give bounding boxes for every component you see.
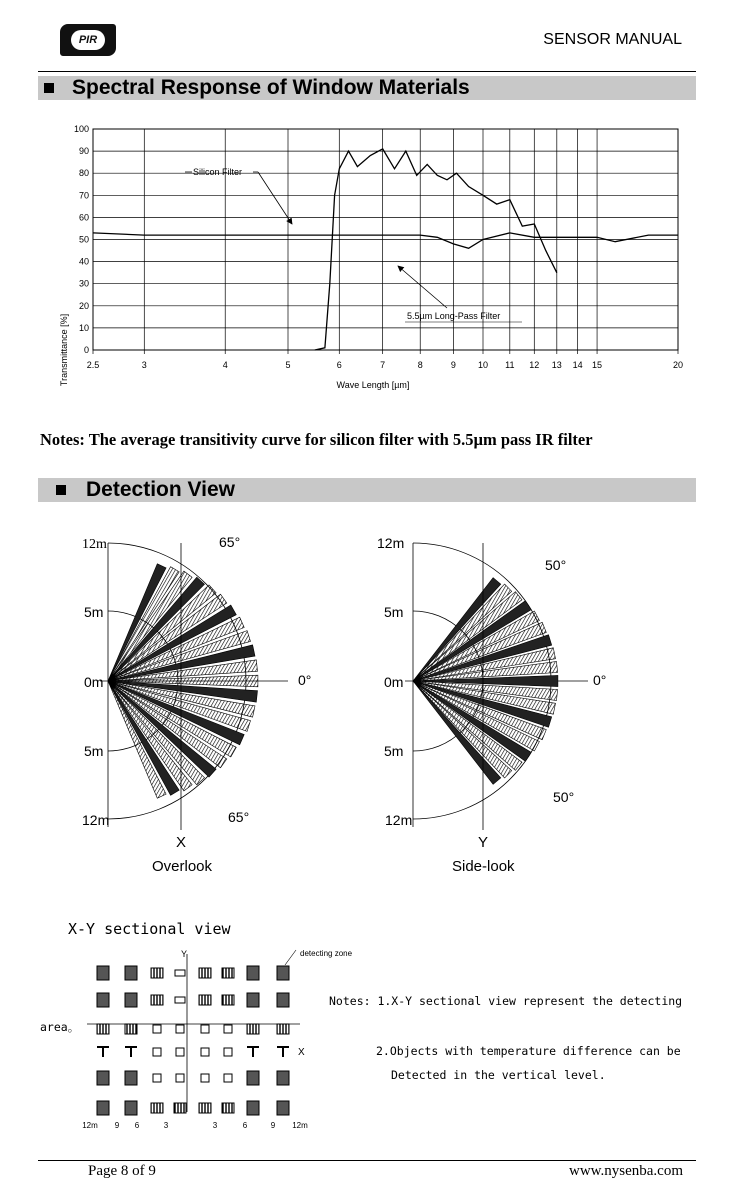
xy-zone-slot xyxy=(175,970,185,976)
xy-zone-dense xyxy=(125,1101,137,1115)
sidelook-axis-y: Y xyxy=(478,834,489,851)
xy-zone-dense xyxy=(125,993,137,1007)
sidelook-angle-top: 50° xyxy=(545,557,567,573)
xy-zone-small xyxy=(176,1074,184,1082)
chart-x-tick: 3 xyxy=(141,360,147,370)
chart-x-tick: 2.5 xyxy=(86,360,100,370)
header-rule xyxy=(38,71,696,72)
overlook-caption: Overlook xyxy=(152,858,213,875)
sidelook-label-0m: 0m xyxy=(384,674,404,690)
xy-zone-dense xyxy=(97,966,109,980)
xy-zone-bars xyxy=(247,1024,259,1034)
overlook-label-5m-bottom: 5m xyxy=(84,743,104,759)
xy-zone-small xyxy=(201,1048,209,1056)
chart-y-label: Transmittance [%] xyxy=(59,313,69,387)
xy-zone-dense xyxy=(247,966,259,980)
sidelook-label-12m-bottom: 12m xyxy=(385,812,413,828)
chart-x-ticks xyxy=(87,360,683,370)
xy-zone-small xyxy=(153,1025,161,1033)
xy-zone-dense xyxy=(97,1071,109,1085)
chart-y-tick: 10 xyxy=(78,322,89,333)
xy-zone-bars xyxy=(199,1103,211,1113)
annotation-silicon-filter: Silicon Filter xyxy=(193,167,243,177)
xy-x-tick: 9 xyxy=(114,1121,120,1130)
xy-zone-dense xyxy=(247,993,259,1007)
xy-zone-dense xyxy=(277,993,289,1007)
sidelook-caption: Side-look xyxy=(452,858,515,875)
xy-zone-small xyxy=(201,1025,209,1033)
xy-x-tick: 12m xyxy=(292,1121,308,1130)
xy-x-tick: 3 xyxy=(212,1121,218,1130)
chart-grid xyxy=(93,129,678,354)
chart-y-tick: 40 xyxy=(78,256,89,267)
overlook-angle-bottom: 65° xyxy=(228,809,250,825)
chart-y-tick: 60 xyxy=(78,212,89,223)
chart-y-tick: 20 xyxy=(78,300,89,311)
xy-zone-bars xyxy=(277,1024,289,1034)
chart-y-tick: 100 xyxy=(73,124,89,134)
xy-zone-bars xyxy=(199,968,211,978)
document-title: SENSOR MANUAL xyxy=(543,31,682,48)
xy-view-title: X-Y sectional view xyxy=(68,920,231,938)
spectral-chart xyxy=(0,110,735,400)
chart-y-tick: 90 xyxy=(78,146,89,157)
chart-y-tick: 30 xyxy=(78,278,89,289)
detecting-zone-label: detecting zone xyxy=(300,949,353,958)
xy-note-line3: 2.Objects with temperature difference can be xyxy=(376,1044,681,1058)
chart-x-tick: 12 xyxy=(529,360,540,370)
xy-zone-bars xyxy=(151,968,163,978)
annotation-longpass-filter: 5.5µm Long-Pass Filter xyxy=(407,311,501,321)
longpass-annotation xyxy=(398,266,522,322)
xy-zone-bars xyxy=(97,1024,109,1034)
xy-zone-dense xyxy=(277,1071,289,1085)
xy-x-tick: 12m xyxy=(82,1121,98,1130)
footer-url: www.nysenba.com xyxy=(568,1163,683,1179)
xy-zone-tee xyxy=(97,1047,109,1057)
xy-zone-small xyxy=(176,1025,184,1033)
section-heading-text: Spectral Response of Window Materials xyxy=(72,76,470,99)
xy-y-label: Y xyxy=(181,949,188,959)
chart-x-tick: 14 xyxy=(572,360,583,370)
xy-zone-dense xyxy=(247,1101,259,1115)
pir-logo xyxy=(60,24,116,56)
xy-zone-dense xyxy=(277,966,289,980)
sidelook-label-5m-top: 5m xyxy=(384,604,404,620)
notes-spectral: Notes: The average transitivity curve for silicon filter with 5.5µm pass IR filter xyxy=(40,430,593,449)
chart-y-tick: 70 xyxy=(78,190,89,201)
xy-zone-small xyxy=(153,1074,161,1082)
overlook-axis-x: X xyxy=(176,834,187,851)
chart-y-tick: 50 xyxy=(78,234,89,245)
xy-note-line4: Detected in the vertical level. xyxy=(391,1068,606,1082)
chart-y-tick: 80 xyxy=(78,168,89,179)
xy-note-line2: area。 xyxy=(40,1020,80,1034)
xy-x-ticks xyxy=(82,1121,308,1130)
chart-y-ticks xyxy=(74,124,89,355)
section-heading-text: Detection View xyxy=(86,478,235,501)
xy-zone-bars xyxy=(151,995,163,1005)
xy-zone-dense xyxy=(277,1101,289,1115)
chart-x-tick: 11 xyxy=(505,360,515,370)
xy-x-label: X xyxy=(298,1047,305,1058)
xy-zone-dense xyxy=(97,993,109,1007)
xy-x-tick: 6 xyxy=(242,1121,248,1130)
bullet-square-icon xyxy=(44,83,54,93)
sidelook-diagram xyxy=(405,543,588,830)
chart-series-line-0 xyxy=(93,233,678,248)
chart-x-label: Wave Length [µm] xyxy=(336,380,410,390)
xy-x-tick: 6 xyxy=(134,1121,140,1130)
overlook-diagram xyxy=(100,543,288,830)
chart-x-tick: 7 xyxy=(380,360,386,370)
overlook-angle-top: 65° xyxy=(219,534,241,550)
page-number: Page 8 of 9 xyxy=(88,1163,156,1179)
chart-x-tick: 20 xyxy=(672,360,684,370)
xy-zone-tee xyxy=(125,1047,137,1057)
xy-zone-dense xyxy=(97,1101,109,1115)
xy-zone-bars xyxy=(222,968,234,978)
chart-x-tick: 6 xyxy=(336,360,342,370)
xy-zone-grid xyxy=(97,966,289,1115)
overlook-label-12m-bottom: 12m xyxy=(82,812,110,828)
xy-zone-tee xyxy=(247,1047,259,1057)
section-heading-spectral xyxy=(38,76,696,100)
overlook-label-12m-top: 12m xyxy=(82,537,107,552)
sidelook-label-12m-top: 12m xyxy=(377,535,405,551)
xy-note-line1: Notes: 1.X-Y sectional view represent the detecting xyxy=(329,994,683,1008)
xy-x-tick: 3 xyxy=(163,1121,169,1130)
chart-x-tick: 13 xyxy=(551,360,562,370)
sidelook-angle-bottom: 50° xyxy=(553,789,575,805)
sidelook-label-5m-bottom: 5m xyxy=(384,743,404,759)
xy-sectional-grid xyxy=(0,940,735,1135)
chart-x-tick: 4 xyxy=(222,360,228,370)
xy-zone-bars xyxy=(222,1103,234,1113)
chart-y-tick: 0 xyxy=(83,345,89,355)
xy-zone-bars xyxy=(222,995,234,1005)
xy-x-tick: 9 xyxy=(270,1121,276,1130)
xy-zone-dense xyxy=(125,1071,137,1085)
chart-x-tick: 5 xyxy=(285,360,291,370)
chart-x-tick: 10 xyxy=(477,360,489,370)
xy-zone-small xyxy=(224,1025,232,1033)
chart-x-tick: 15 xyxy=(592,360,603,370)
detection-diagrams xyxy=(0,525,735,885)
xy-zone-slot xyxy=(175,997,185,1003)
section-heading-detection xyxy=(38,478,696,502)
chart-x-tick: 8 xyxy=(417,360,423,370)
xy-zone-small xyxy=(176,1048,184,1056)
xy-zone-bars xyxy=(125,1024,137,1034)
overlook-label-5m-top: 5m xyxy=(84,604,104,620)
footer-rule xyxy=(38,1160,696,1161)
xy-zone-tee xyxy=(277,1047,289,1057)
xy-zone-bars xyxy=(174,1103,186,1113)
xy-zone-small xyxy=(224,1048,232,1056)
xy-zone-bars xyxy=(199,995,211,1005)
logo-text: PIR xyxy=(71,30,105,50)
xy-zone-small xyxy=(153,1048,161,1056)
xy-zone-bars xyxy=(151,1103,163,1113)
bullet-square-icon xyxy=(56,485,66,495)
sidelook-angle-zero: 0° xyxy=(593,672,607,688)
xy-zone-small xyxy=(224,1074,232,1082)
chart-x-tick: 9 xyxy=(450,360,456,370)
overlook-angle-zero: 0° xyxy=(298,672,312,688)
xy-zone-dense xyxy=(125,966,137,980)
xy-zone-small xyxy=(201,1074,209,1082)
chart-series xyxy=(93,149,678,350)
overlook-label-0m: 0m xyxy=(84,674,104,690)
xy-zone-dense xyxy=(247,1071,259,1085)
